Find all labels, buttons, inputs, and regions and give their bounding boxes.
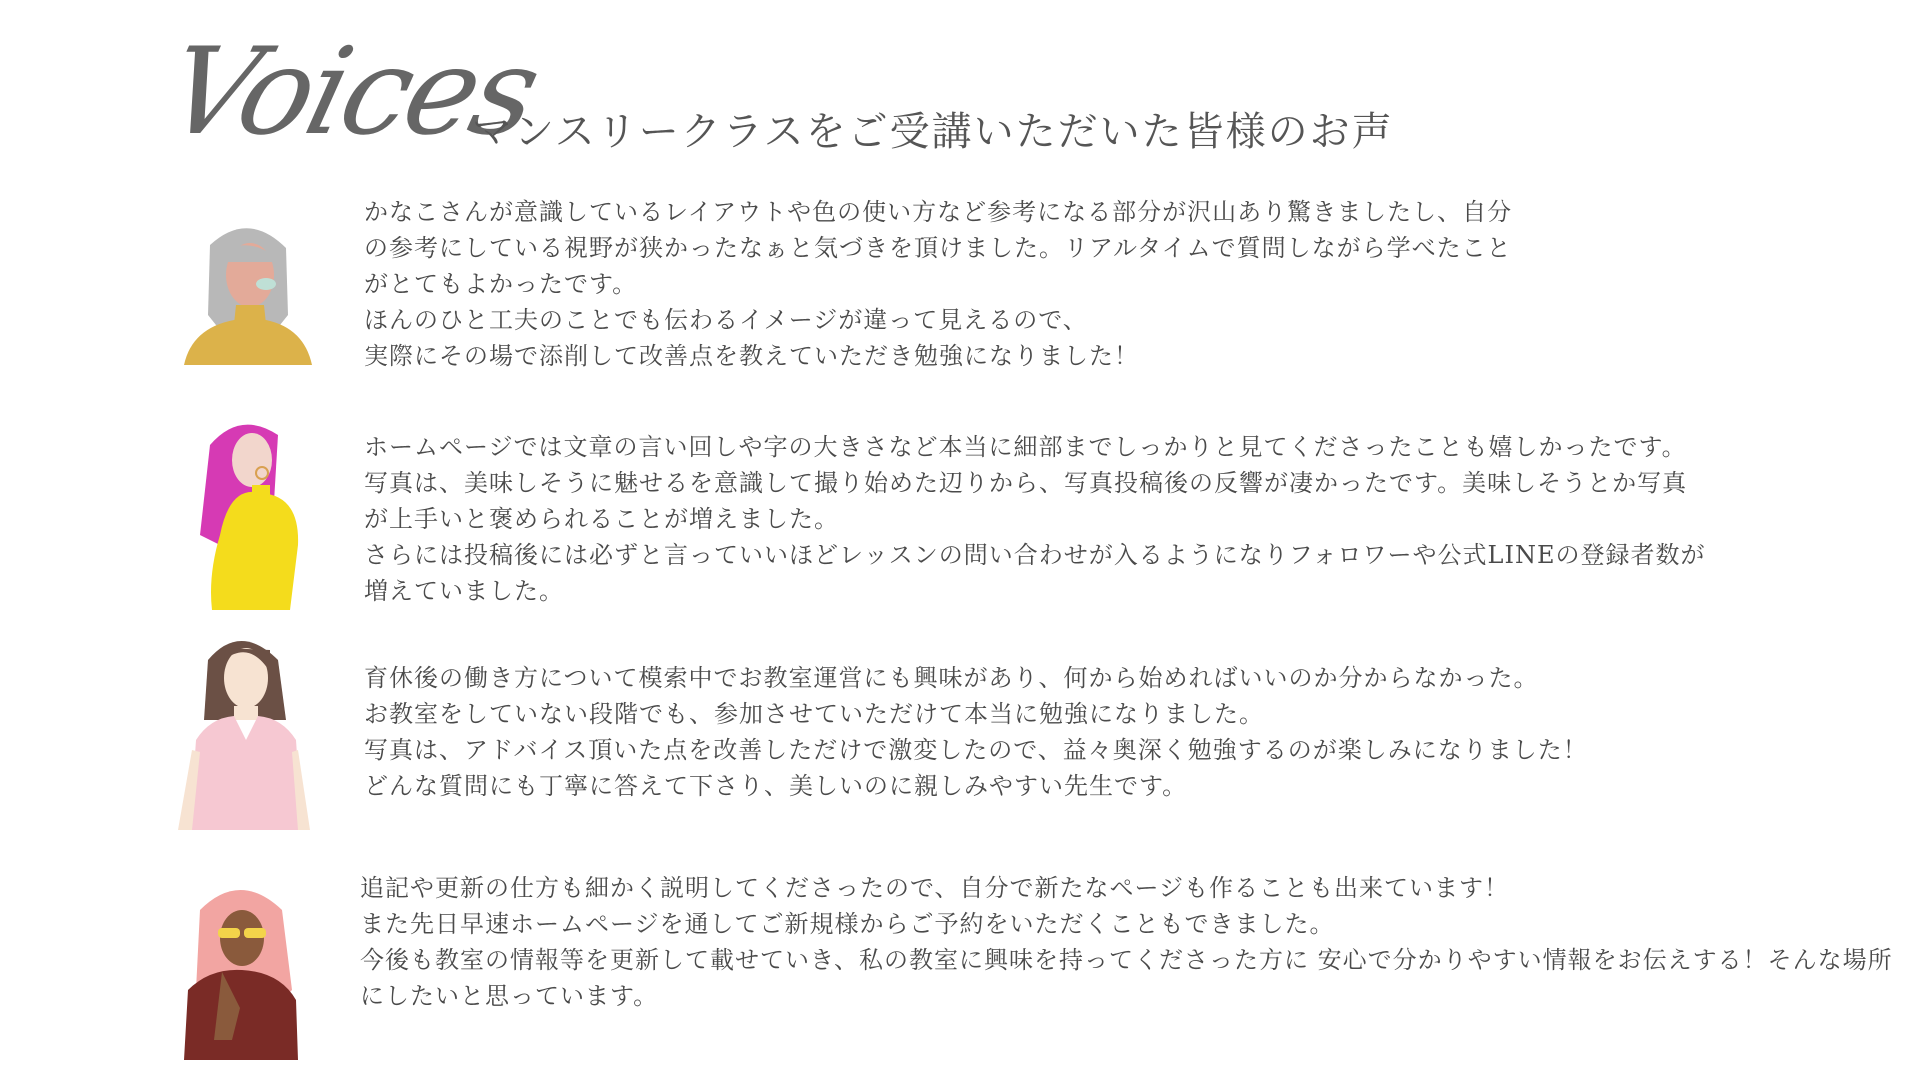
voice-line: かなこさんが意識しているレイアウトや色の使い方など参考になる部分が沢山あり驚きましたし、自分 [364, 198, 1513, 226]
voice-line: 増えていました。 [364, 577, 564, 605]
voice-line: どんな質問にも丁寧に答えて下さり、美しいのに親しみやすい先生です。 [364, 772, 1188, 800]
voice-text [360, 870, 1893, 1014]
script-title: Voices [152, 23, 550, 162]
voice-line: 追記や更新の仕方も細かく説明してくださったので、自分で新たなページも作ることも出来ています！ [360, 874, 1510, 902]
voice-line: の参考にしている視野が狭かったなぁと気づきを頂けました。リアルタイムで質問しながら学べたこと [364, 234, 1512, 262]
voice-line: ほんのひと工夫のことでも伝わるイメージが違って見えるので、 [364, 306, 1088, 334]
voice-line: また先日早速ホームページを通してご新規様からご予約をいただくこともできました。 [360, 910, 1335, 938]
voice-text [364, 660, 1588, 804]
voice-line: 育休後の働き方について模索中でお教室運営にも興味があり、何から始めればいいのか分からなかった。 [364, 664, 1539, 692]
woman-pink-hair-yellow-top-icon [190, 415, 310, 610]
voice-line: が上手いと褒められることが増えました。 [364, 505, 839, 533]
voice-text [364, 194, 1512, 374]
voice-line: にしたいと思っています。 [360, 982, 659, 1010]
voice-line: がとてもよかったです。 [364, 270, 638, 298]
page-subtitle: マンスリークラスをご受講いただいた皆様のお声 [472, 109, 1394, 155]
voice-line: 実際にその場で添削して改善点を教えていただき勉強になりました！ [364, 342, 1139, 370]
voice-text [364, 429, 1706, 609]
voice-line: さらには投稿後には必ずと言っていいほどレッスンの問い合わせが入るようになりフォロワーや公式LINEの登録者数が [364, 541, 1706, 569]
voice-line: 今後も教室の情報等を更新して載せていき、私の教室に興味を持ってくださった方に 安心で分かりやすい情報をお伝えする！そんな場所 [360, 946, 1893, 974]
voice-line: ホームページでは文章の言い回しや字の大きさなど本当に細部までしっかりと見てくださったことも嬉しかったです。 [364, 433, 1687, 461]
voice-item [0, 870, 1920, 1070]
woman-gray-hair-yellow-sweater-icon [178, 220, 318, 370]
woman-brown-hair-pink-top-icon [170, 630, 320, 830]
woman-pink-hair-sunglasses-icon [180, 880, 310, 1060]
voice-item [0, 190, 1920, 380]
voice-item [0, 415, 1920, 615]
voice-line: 写真は、アドバイス頂いた点を改善しただけで激変したので、益々奥深く勉強するのが楽しみになりました！ [364, 736, 1588, 764]
voice-line: お教室をしていない段階でも、参加させていただけて本当に勉強になりました。 [364, 700, 1264, 728]
voice-item [0, 630, 1920, 830]
header [152, 18, 1670, 168]
voice-line: 写真は、美味しそうに魅せるを意識して撮り始めた辺りから、写真投稿後の反響が凄かったです。美味しそうとか写真 [364, 469, 1688, 497]
